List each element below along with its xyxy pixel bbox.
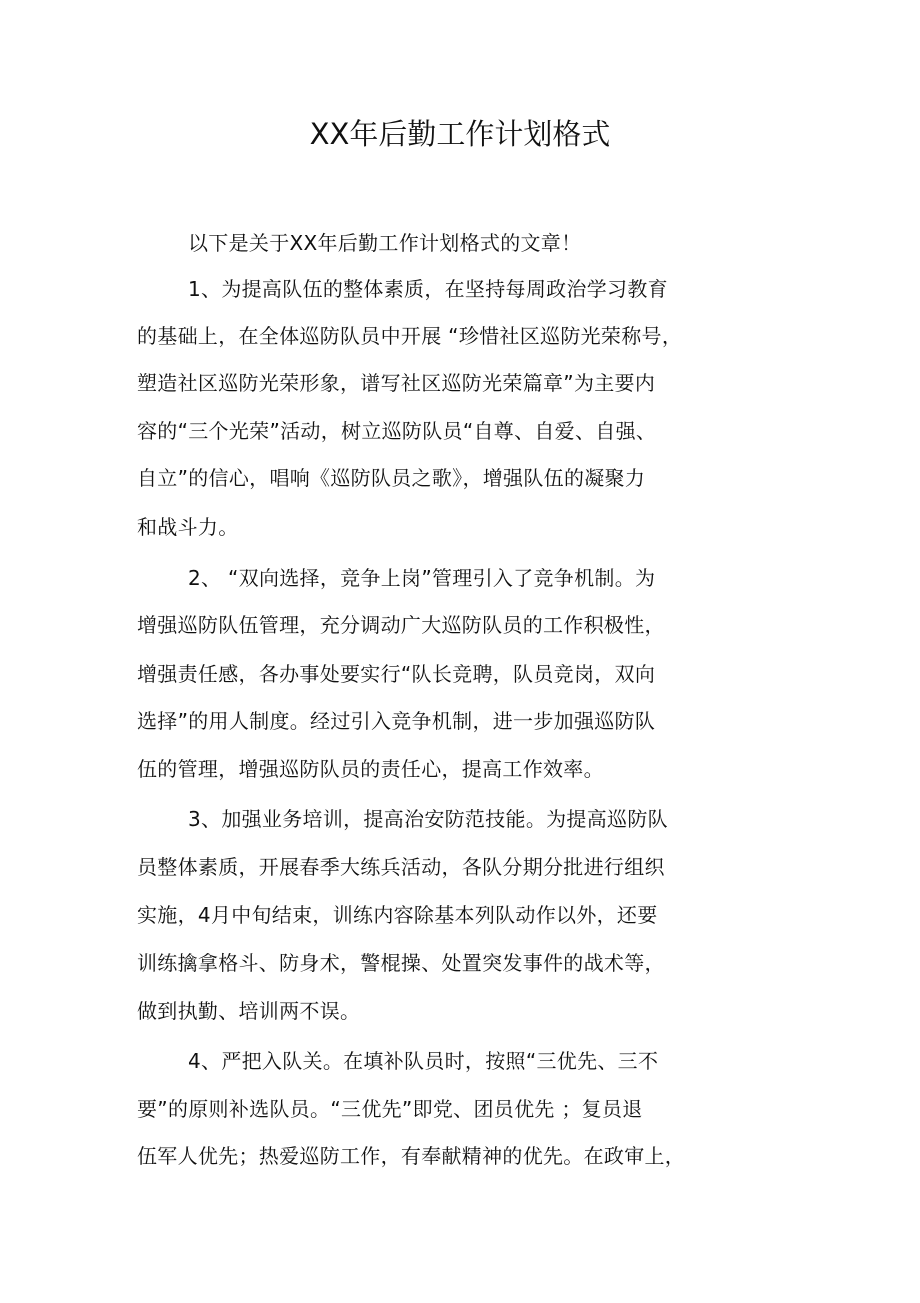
paragraph-2-line-2: 增强巡防队伍管理，充分调动广大巡防队员的工作积极性， <box>137 613 665 637</box>
paragraph-3-line-1: 3、加强业务培训，提高治安防范技能。为提高巡防队 <box>188 807 668 831</box>
paragraph-3-line-2: 员整体素质，开展春季大练兵活动，各队分期分批进行组织 <box>137 855 665 879</box>
paragraph-3-line-5: 做到执勤、培训两不误。 <box>137 999 361 1023</box>
paragraph-4-line-1: 4、严把入队关。在填补队员时，按照“三优先、三不 <box>188 1049 659 1073</box>
paragraph-1-line-4: 容的“三个光荣”活动，树立巡防队员“自尊、自爱、自强、 <box>137 419 657 443</box>
paragraph-1-line-6: 和战斗力。 <box>137 515 239 539</box>
paragraph-1-line-5: 自立”的信心，唱响《巡防队员之歌》，增强队伍的凝聚力 <box>137 466 646 490</box>
paragraph-1-line-3: 塑造社区巡防光荣形象，谱写社区巡防光荣篇章”为主要内 <box>137 371 656 395</box>
paragraph-3-line-3: 实施，4月中旬结束，训练内容除基本列队动作以外，还要 <box>137 903 658 927</box>
paragraph-1-line-1: 1、为提高队伍的整体素质，在坚持每周政治学习教育 <box>188 277 668 301</box>
intro-line: 以下是关于XX年后勤工作计划格式的文章！ <box>188 231 582 255</box>
paragraph-4-line-2: 要”的原则补选队员。“三优先”即党、团员优先 ；复员退 <box>137 1097 643 1121</box>
paragraph-4-line-3: 伍军人优先；热爱巡防工作，有奉献精神的优先。在政审上， <box>137 1144 686 1168</box>
paragraph-3-line-4: 训练擒拿格斗、防身术，警棍操、处置突发事件的战术等， <box>137 951 665 975</box>
paragraph-2-line-4: 选择”的用人制度。经过引入竞争机制，进一步加强巡防队 <box>137 709 656 733</box>
paragraph-2-line-1: 2、 “双向选择，竞争上岗”管理引入了竞争机制。为 <box>188 566 656 590</box>
paragraph-2-line-3: 增强责任感，各办事处要实行“队长竞聘，队员竞岗，双向 <box>137 662 656 686</box>
paragraph-2-line-5: 伍的管理，增强巡防队员的责任心，提高工作效率。 <box>137 757 604 781</box>
page-title: XX年后勤工作计划格式 <box>309 117 611 151</box>
paragraph-1-line-2: 的基础上，在全体巡防队员中开展 “珍惜社区巡防光荣称号， <box>137 324 683 348</box>
